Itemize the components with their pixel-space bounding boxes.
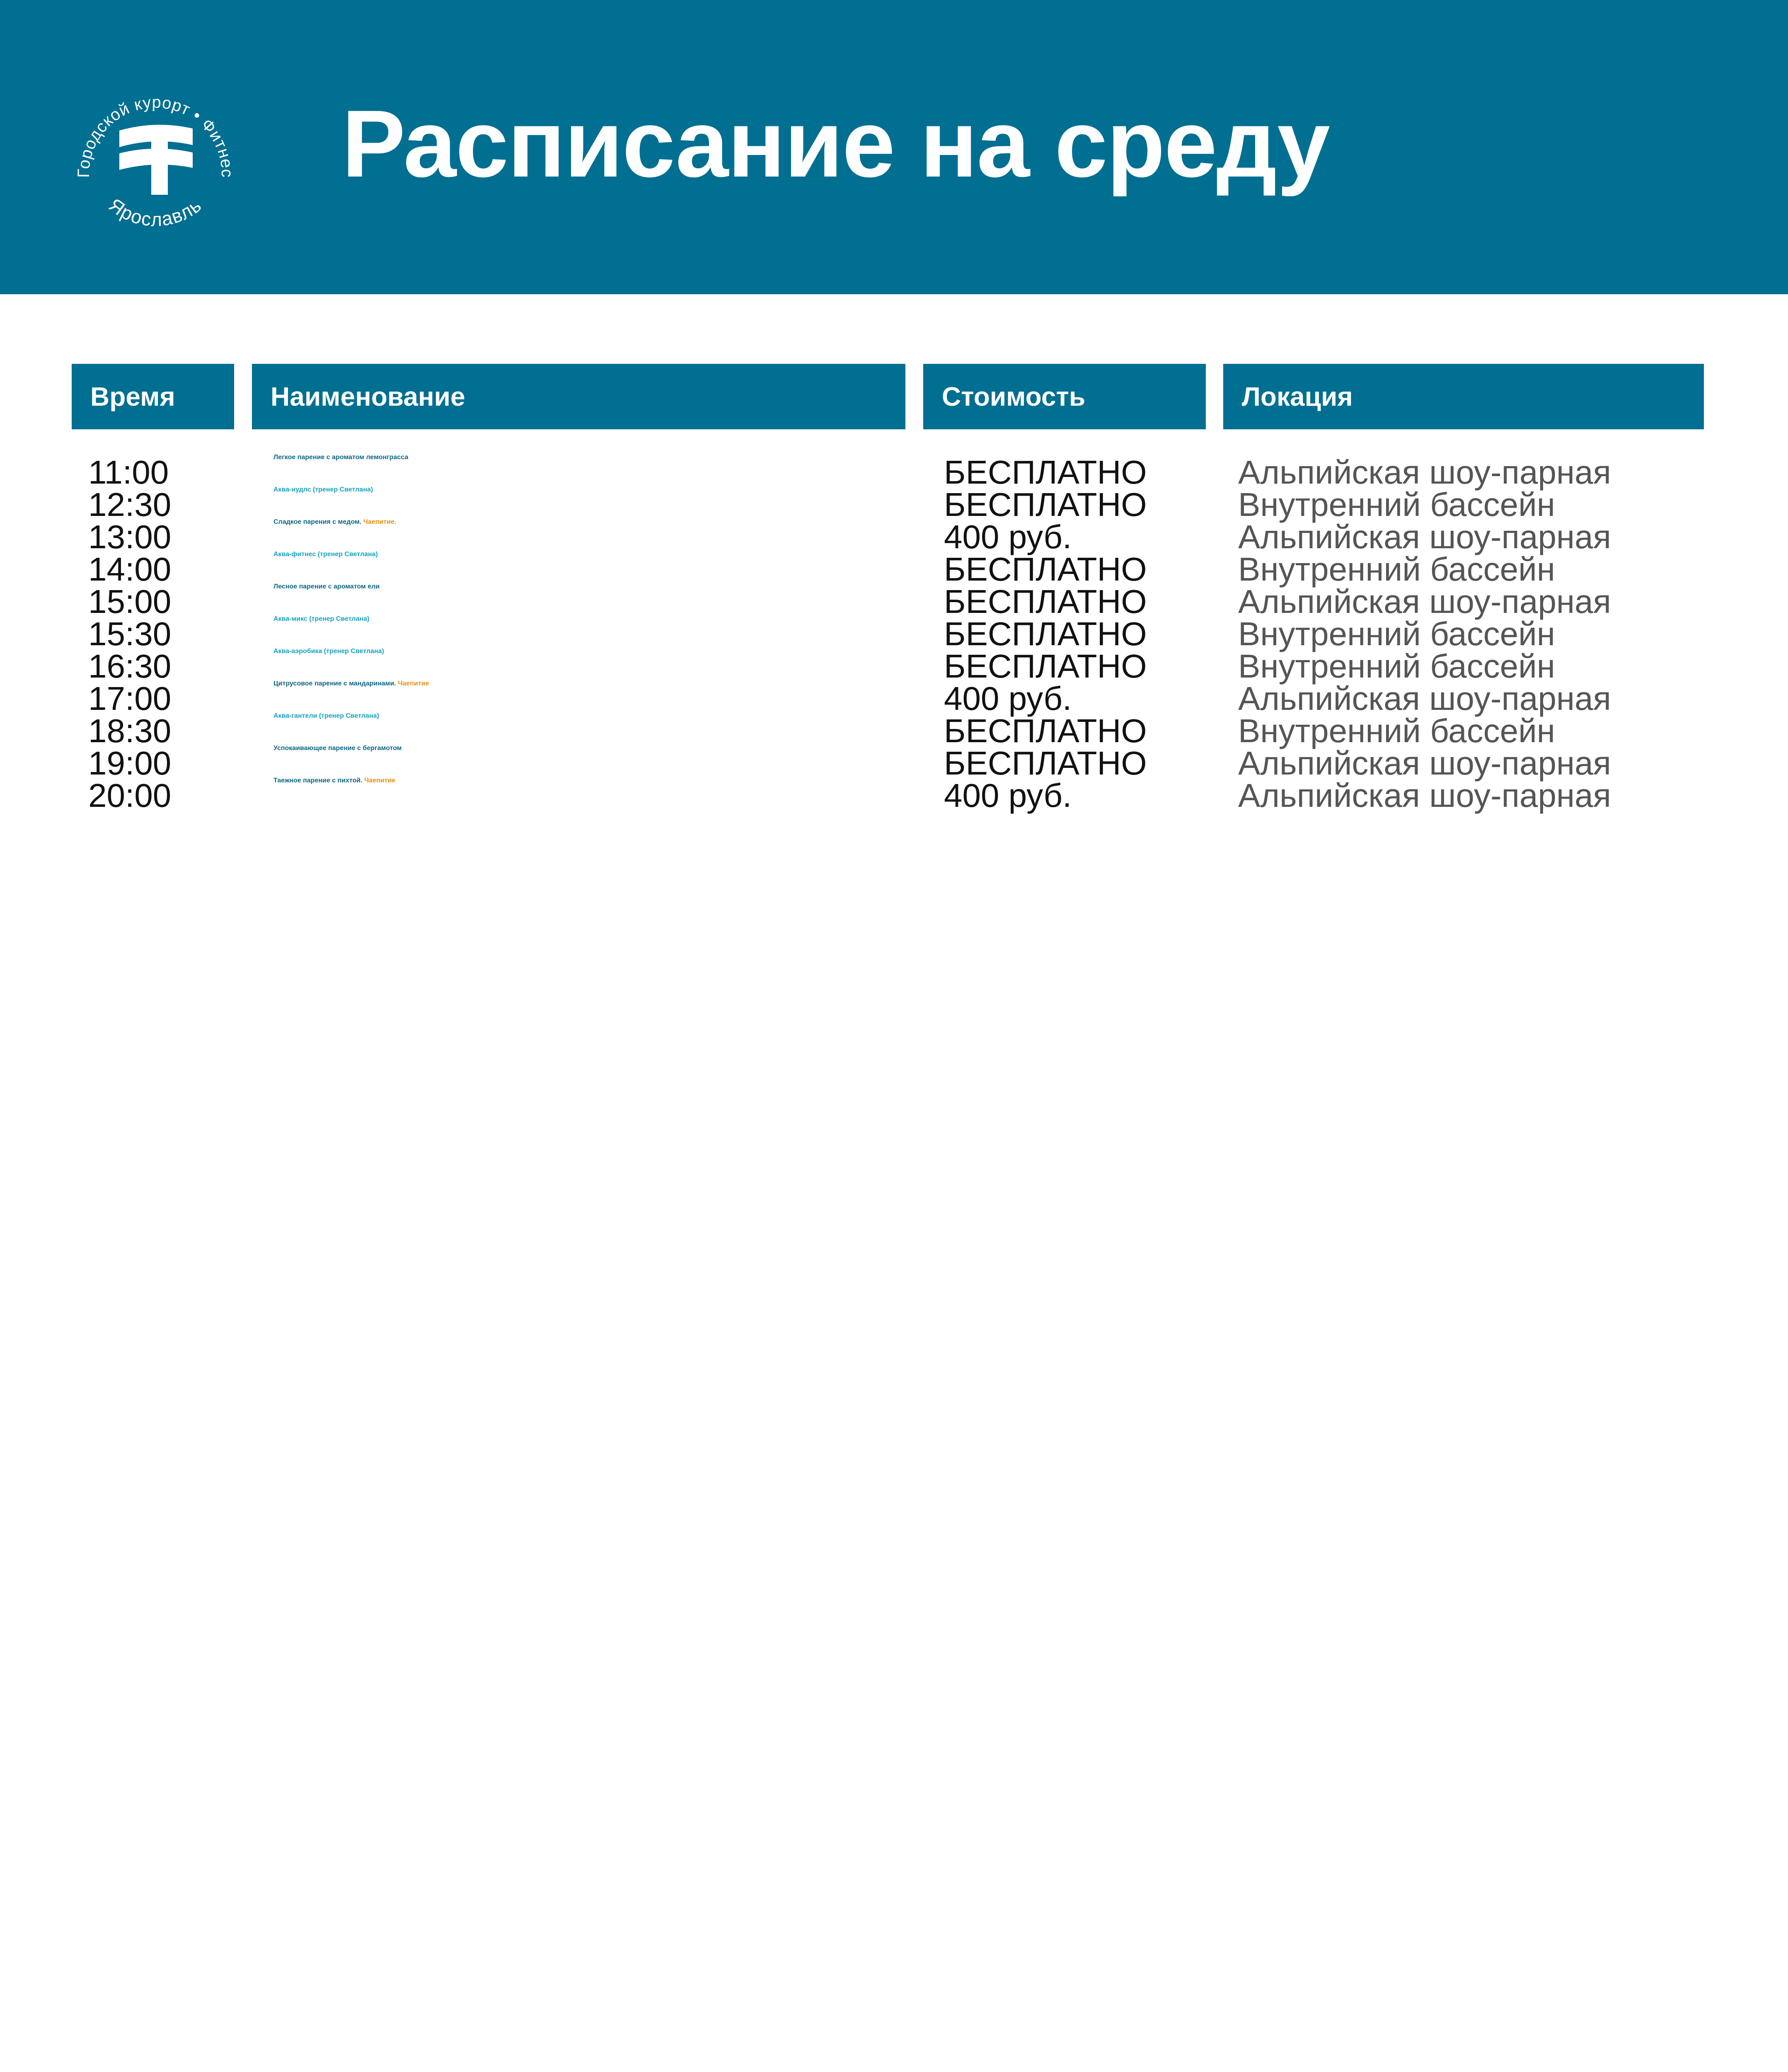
row-location: Внутренний бассейн bbox=[1238, 712, 1555, 749]
row-location: Альпийская шоу-парная bbox=[1238, 745, 1611, 782]
row-time: 17:00 bbox=[88, 680, 172, 717]
row-location: Альпийская шоу-парная bbox=[1238, 680, 1611, 717]
row-time: 20:00 bbox=[88, 777, 172, 814]
activity-name: Сладкое парения с медом. bbox=[273, 518, 362, 525]
tea-badge: Чаепитие bbox=[398, 680, 429, 687]
activity-name: Таежное парение с пихтой. bbox=[273, 777, 363, 784]
row-time: 12:30 bbox=[88, 486, 172, 523]
activity-name: Аква-микс (тренер Светлана) bbox=[273, 615, 370, 622]
activity-name: Аква-гантели (тренер Светлана) bbox=[273, 712, 379, 719]
row-price: БЕСПЛАТНО bbox=[944, 745, 1147, 782]
row-price: 400 руб. bbox=[944, 680, 1072, 717]
row-price: БЕСПЛАТНО bbox=[944, 551, 1147, 588]
row-location: Альпийская шоу-парная bbox=[1238, 583, 1611, 620]
schedule-table bbox=[0, 454, 1788, 814]
row-location: Альпийская шоу-парная bbox=[1238, 518, 1611, 555]
activity-name: Аква-фитнес (тренер Светлана) bbox=[273, 551, 378, 558]
row-location: Внутренний бассейн bbox=[1238, 486, 1555, 523]
row-location: Альпийская шоу-парная bbox=[1238, 777, 1611, 814]
row-price: БЕСПЛАТНО bbox=[944, 454, 1147, 491]
column-header-time: Время bbox=[72, 364, 234, 429]
row-name bbox=[273, 745, 912, 752]
row-time: 15:30 bbox=[88, 615, 172, 652]
row-price: 400 руб. bbox=[944, 518, 1072, 555]
row-price: БЕСПЛАТНО bbox=[944, 615, 1147, 652]
row-price: БЕСПЛАТНО bbox=[944, 648, 1147, 685]
activity-name: Успокаивающее парение с бергамотом bbox=[273, 745, 402, 752]
resort-logo bbox=[66, 83, 257, 249]
svg-text:Ярославль bbox=[105, 194, 206, 230]
row-time: 11:00 bbox=[88, 454, 169, 491]
row-location: Внутренний бассейн bbox=[1238, 615, 1555, 652]
logo-text-top: Городской курорт • Фитнес bbox=[74, 93, 237, 178]
row-time: 18:30 bbox=[88, 712, 172, 749]
row-price: БЕСПЛАТНО bbox=[944, 583, 1147, 620]
activity-name: Лесное парение с ароматом ели bbox=[273, 583, 380, 590]
row-name bbox=[273, 551, 912, 558]
row-name bbox=[273, 777, 912, 784]
row-name bbox=[273, 454, 912, 461]
logo-text-bottom: Ярославль bbox=[105, 194, 206, 230]
row-name bbox=[273, 615, 912, 623]
tea-badge: Чаепитие. bbox=[363, 518, 397, 525]
column-header-name: Наименование bbox=[252, 364, 905, 429]
row-location: Внутренний бассейн bbox=[1238, 648, 1555, 685]
row-time: 13:00 bbox=[88, 518, 172, 555]
row-time: 15:00 bbox=[88, 583, 172, 620]
tea-badge: Чаепитие bbox=[364, 777, 396, 784]
row-price: БЕСПЛАТНО bbox=[944, 486, 1147, 523]
activity-name: Легкое парение с ароматом лемонграсса bbox=[273, 454, 409, 461]
activity-name: Аква-аэробика (тренер Светлана) bbox=[273, 648, 384, 655]
activity-name: Цитрусовое парение с мандаринами. bbox=[273, 680, 396, 687]
row-name bbox=[273, 518, 912, 526]
row-name bbox=[273, 648, 912, 655]
column-header-price: Стоимость bbox=[923, 364, 1206, 429]
row-time: 16:30 bbox=[88, 648, 172, 685]
row-name bbox=[273, 583, 912, 591]
row-name bbox=[273, 680, 912, 687]
row-location: Альпийская шоу-парная bbox=[1238, 454, 1611, 491]
activity-name: Аква-нудлс (тренер Светлана) bbox=[273, 486, 373, 493]
column-header-location: Локация bbox=[1223, 364, 1704, 429]
row-price: БЕСПЛАТНО bbox=[944, 712, 1147, 749]
row-name bbox=[273, 712, 912, 720]
row-name bbox=[273, 486, 912, 494]
row-time: 19:00 bbox=[88, 745, 172, 782]
header-banner bbox=[0, 0, 1788, 294]
row-price: 400 руб. bbox=[944, 777, 1072, 814]
row-time: 14:00 bbox=[88, 551, 172, 588]
table-row bbox=[0, 777, 1788, 814]
page-title: Расписание на среду bbox=[342, 90, 1330, 197]
logo-emblem bbox=[66, 83, 257, 249]
row-location: Внутренний бассейн bbox=[1238, 551, 1555, 588]
